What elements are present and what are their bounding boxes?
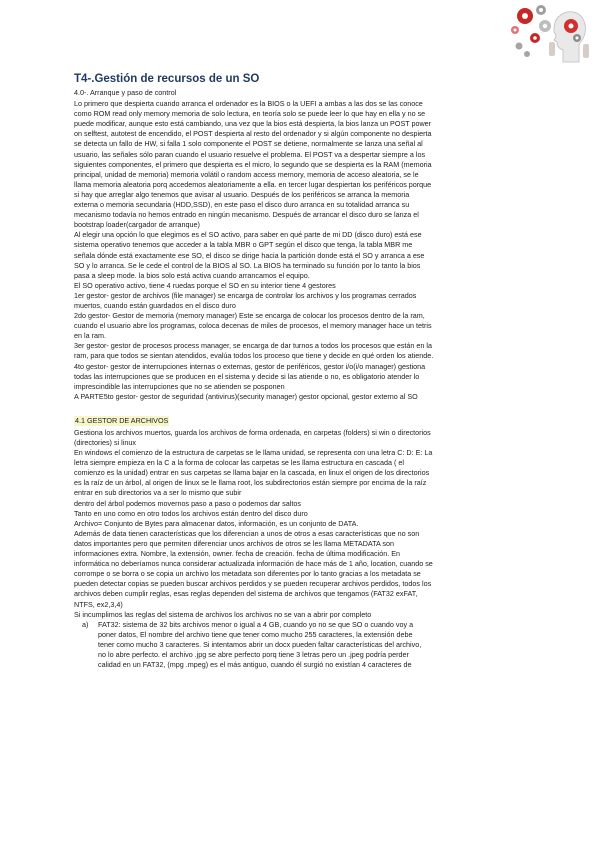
list-item-line: no lo abre perfecto. el archivo .jpg se abre perfecto porq tiene 3 letras pero un .jpeg podría perder	[98, 649, 409, 659]
text-line: como ROM read only memory memoria de solo lectura, en teoría solo se puede leer lo que hay en ella y no se	[74, 109, 426, 119]
text-line: sistema operativo tenemos que acceder a la tabla MBR o GPT según el disco que tenga, la tabla MBR me	[74, 240, 413, 250]
text-line: cuando el usuario abre los programas, coloca decenas de miles de procesos, el memory manager hace un tetris	[74, 321, 432, 331]
text-line: en la ram.	[74, 331, 106, 341]
text-line: (directories) si linux	[74, 438, 136, 447]
text-line: pueden detectar copias se pueden buscar archivos perdidos y se pueden recuperar archivos perdidos, todos los	[74, 579, 432, 589]
list-item-line: tener como mucho 3 caracteres. Si intentamos abrir un docx pueden faltar características del archivo,	[98, 639, 422, 649]
text-line: todas las interrupciones que se producen en el sistema y decide si las atiende o no, es obligatorio atender lo	[74, 371, 420, 381]
text-line: puede modificar, aunque esto está cambiando, una vez que la bios está despierta, la bios lanza un POST power	[74, 119, 432, 129]
text-line: letra siempre empieza en la C a la forma de colocar las carpetas se les llama estructura en cascada ( el	[74, 458, 404, 468]
text-line: Además de data tienen características que los diferencian a unos de otros a esas características que no son	[74, 528, 420, 538]
text-line: 3er gestor- gestor de procesos process manager, se encarga de dar turnos a todos los procesos que están en la	[74, 341, 432, 351]
text-line: Gestiona los archivos muertos, guarda los archivos de forma ordenada, en carpetas (folders) si win o directorios	[74, 427, 431, 437]
text-line: Si incumplimos las reglas del sistema de archivos los archivos no se van a abrir por completo	[74, 609, 372, 619]
text-line: archivos deben cumplir reglas, esas reglas dependen del sistema de archivos que tengamos (FAT32 exFAT,	[74, 589, 418, 599]
text-line: informaciones extra. Nombre, la extensión, owner. fecha de creación. fecha de última modificación. En	[74, 549, 401, 559]
text-line: on selftest, autotest de encendido, el POST despierta al resto del ordenador y si algún componente no despierta	[74, 129, 432, 139]
text-line: Archivo= Conjunto de Bytes para almacenar datos, información, es un conjunto de DATA.	[74, 518, 359, 528]
document-body	[74, 72, 532, 670]
list-item-line: poner datos, El nombre del archivo tiene que tener como mucho 255 caracteres, la extensión debe	[98, 629, 413, 639]
section-title: 4.1 GESTOR DE ARCHIVOS	[75, 415, 169, 425]
text-line: El SO operativo activo, tiene 4 ruedas porque el SO en su interior tiene 4 gestores	[74, 280, 336, 290]
text-line: usuario, las señales sólo paran cuando el usuario resuelve el problema. El POST va a despertar siempre a los	[74, 149, 426, 159]
paragraph-file-manager	[74, 428, 532, 620]
text-line: 2do gestor- Gestor de memoria (memory manager) Este se encarga de colocar los procesos dentro de la ram,	[74, 311, 425, 321]
list-item-line: FAT32: sistema de 32 bits archivos menor o igual a 4 GB, cuando yo no se que SO o cuando voy a	[98, 619, 414, 629]
text-line: si hay que arreglar algo tenemos que avisar al usuario. Después de los periféricos se arranca la memoria	[74, 189, 410, 199]
list-marker: a)	[82, 619, 89, 629]
text-line: mecanismo todavía no hemos entrado en ningún mecanismo. Después de arrancar el disco duro se lanza el	[74, 210, 419, 220]
text-line: ram, para que todos se sientan atendidos, evalúa todos los proceso que tiene y decide en qué orden los atiende.	[74, 351, 434, 361]
text-line: corrompe o se borra o se copia un archivo los metadata son diferentes por lo tanto gracias a los metadata se	[74, 569, 421, 579]
paragraph-boot-process	[74, 99, 532, 402]
text-line: externa o memoria secundaria (HDD,SSD), en este paso el disco duro arranca en su totalidad arranca su	[74, 200, 410, 210]
text-line: NTFS, ex2,3,4)	[74, 599, 123, 609]
gears-head-logo-icon	[505, 2, 591, 66]
text-line: principal, unidad de memoria) memoria volátil o random access memory, memoria de acceso aleatoria, se le	[74, 169, 419, 179]
text-line: siguientes componentes, el primero que despierta es el micro, lo segundo que se despierta es la RAM (memoria	[74, 159, 432, 169]
text-line: muertos, cuando están guardados en el disco duro	[74, 300, 236, 310]
text-line: llama memoria aleatoria porq accedemos aleatoriamente a ella. en tercer lugar despiertan los periféricos porque	[74, 179, 432, 189]
text-line: En windows el comienzo de la estructura de carpetas se le llama unidad, se representa con una letra C: D: E: La	[74, 448, 433, 458]
text-line: señala dónde está exactamente ese SO, el disco se dirige hacia la partición donde está el SO y arranca a ese	[74, 250, 425, 260]
text-line: 1er gestor- gestor de archivos (file manager) se encarga de controlar los archivos y los programas cerrados	[74, 290, 417, 300]
text-line: Al elegir una opción lo que elegimos es el SO activo, para saber en qué parte de mi DD (disco duro) está ese	[74, 230, 422, 240]
text-line: imprescindible las interrupciones que no se atienden se posponen	[74, 381, 285, 391]
text-line: 4to gestor- gestor de interrupciones internas o externas, gestor de periféricos, gestor i/o(i/o manager) gestiona	[74, 361, 426, 371]
text-line: comienzo es la unidad) entrar en sus carpetas se llama bajar en la cascada, en linux el origen de los directorios	[74, 468, 430, 478]
text-line: A PARTE5to gestor- gestor de seguridad (antivirus)(security manager) gestor opcional, gestor externo al SO	[74, 391, 418, 401]
text-line: SO y lo arranca. Se le cede el control de la BIOS al SO. La BIOS ha terminado su función por lo tanto la bios	[74, 260, 421, 270]
text-line: Tanto en uno como en otro todos los archivos están dentro del disco duro	[74, 508, 308, 518]
text-line: pasa a sleep mode. la bios solo está activa cuando arrancamos el equipo.	[74, 270, 310, 280]
text-line: Lo primero que despierta cuando arranca el ordenador es la BIOS o la UEFI a ambas a las dos se las conoce	[74, 99, 423, 109]
text-line: entrar en sub directorios va a ser lo mismo que subir	[74, 488, 242, 498]
text-line: informática no deberíamos nunca considerar actualizada información de hace más de 1 año, location, cuando se	[74, 559, 433, 569]
list-item-line: calidad en un FAT32, (mpg .mpeg) es el más antiguo, cuando él surgió no existían 4 caracteres de	[98, 660, 412, 670]
text-line: dentro del árbol podemos movernos paso a paso o podemos dar saltos	[74, 498, 301, 508]
list-item	[74, 620, 532, 670]
text-line: se detecta un fallo de HW, si falla 1 solo componente el POST se detiene, normalmente se lanza una señal al	[74, 139, 423, 149]
subheading: 4.0-. Arranque y paso de control	[74, 88, 177, 97]
text-line: bootstrap loader(cargador de arranque)	[74, 220, 200, 230]
page-title: T4-.Gestión de recursos de un SO	[74, 73, 260, 85]
text-line: datos importantes pero que permiten diferenciar unos archivos de otros se les llama METADATA son	[74, 538, 394, 548]
text-line: es la raíz de un árbol, al origen de linux se le llama root, los subdirectorios están siempre por encima de la raíz	[74, 478, 427, 488]
